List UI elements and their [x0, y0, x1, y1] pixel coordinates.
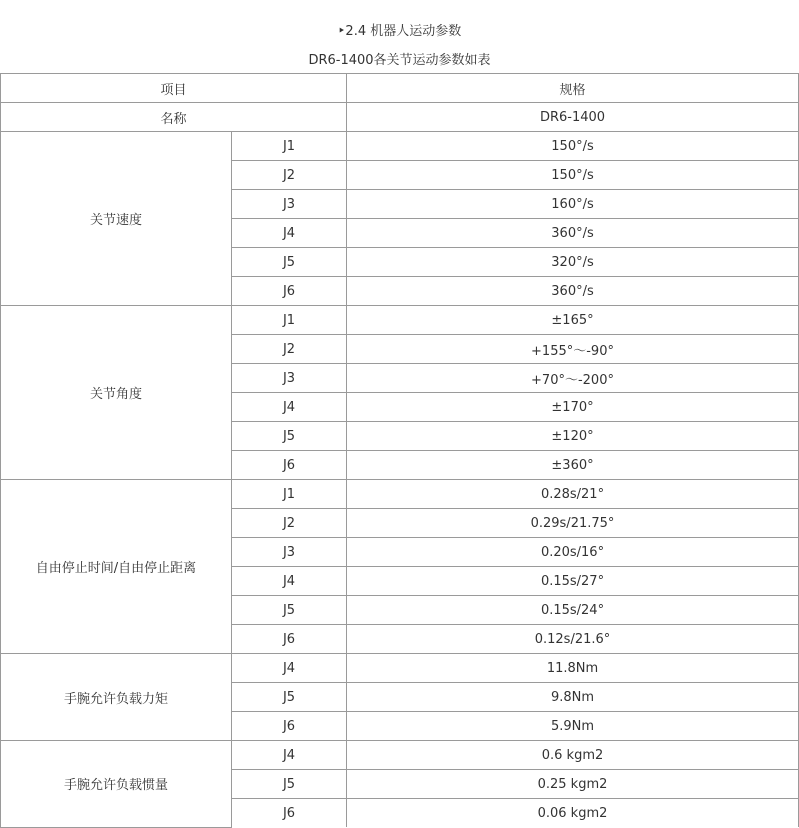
value-cell: ±120° [347, 422, 799, 451]
value-cell: 9.8Nm [347, 683, 799, 712]
value-cell: ±360° [347, 451, 799, 480]
table-caption: DR6-1400各关节运动参数如表 [308, 53, 491, 68]
value-cell: 160°/s [347, 190, 799, 219]
group-label: 手腕允许负载惯量 [1, 741, 232, 828]
name-label: 名称 [1, 103, 347, 132]
group-label: 关节角度 [1, 306, 232, 480]
value-cell: 320°/s [347, 248, 799, 277]
value-cell: 0.6 kgm2 [347, 741, 799, 770]
joint-cell: J5 [232, 683, 347, 712]
name-row [1, 103, 799, 132]
value-cell: ±170° [347, 393, 799, 422]
value-cell: ±165° [347, 306, 799, 335]
joint-cell: J5 [232, 596, 347, 625]
joint-cell: J6 [232, 625, 347, 654]
value-cell: 0.06 kgm2 [347, 799, 799, 828]
joint-cell: J4 [232, 654, 347, 683]
value-cell: 150°/s [347, 132, 799, 161]
value-cell: 0.12s/21.6° [347, 625, 799, 654]
group-label: 关节速度 [1, 132, 232, 306]
joint-cell: J3 [232, 538, 347, 567]
value-cell: +70°～-200° [347, 364, 799, 393]
value-cell: 0.15s/27° [347, 567, 799, 596]
value-cell: 150°/s [347, 161, 799, 190]
joint-cell: J3 [232, 364, 347, 393]
joint-cell: J4 [232, 567, 347, 596]
value-cell: 11.8Nm [347, 654, 799, 683]
header-row [1, 74, 799, 103]
value-cell: 0.25 kgm2 [347, 770, 799, 799]
value-cell: 0.15s/24° [347, 596, 799, 625]
spec-table [0, 73, 799, 828]
joint-cell: J1 [232, 306, 347, 335]
table-row [1, 741, 799, 770]
joint-cell: J5 [232, 770, 347, 799]
group-label: 手腕允许负载力矩 [1, 654, 232, 741]
value-cell: 360°/s [347, 219, 799, 248]
section-heading: ‣2.4 机器人运动参数 [337, 24, 462, 39]
joint-cell: J5 [232, 248, 347, 277]
table-row [1, 654, 799, 683]
value-cell: 0.28s/21° [347, 480, 799, 509]
joint-cell: J6 [232, 712, 347, 741]
header-spec: 规格 [347, 74, 799, 103]
table-row [1, 480, 799, 509]
joint-cell: J1 [232, 480, 347, 509]
joint-cell: J6 [232, 451, 347, 480]
name-value: DR6-1400 [347, 103, 799, 132]
value-cell: 0.20s/16° [347, 538, 799, 567]
joint-cell: J3 [232, 190, 347, 219]
value-cell: 5.9Nm [347, 712, 799, 741]
value-cell: 360°/s [347, 277, 799, 306]
group-label: 自由停止时间/自由停止距离 [1, 480, 232, 654]
spec-table-body [1, 74, 799, 828]
joint-cell: J2 [232, 509, 347, 538]
header-item: 项目 [1, 74, 347, 103]
joint-cell: J1 [232, 132, 347, 161]
joint-cell: J4 [232, 393, 347, 422]
joint-cell: J4 [232, 741, 347, 770]
table-row [1, 132, 799, 161]
joint-cell: J6 [232, 799, 347, 828]
joint-cell: J5 [232, 422, 347, 451]
joint-cell: J2 [232, 161, 347, 190]
joint-cell: J6 [232, 277, 347, 306]
value-cell: +155°～-90° [347, 335, 799, 364]
table-row [1, 306, 799, 335]
value-cell: 0.29s/21.75° [347, 509, 799, 538]
joint-cell: J2 [232, 335, 347, 364]
joint-cell: J4 [232, 219, 347, 248]
